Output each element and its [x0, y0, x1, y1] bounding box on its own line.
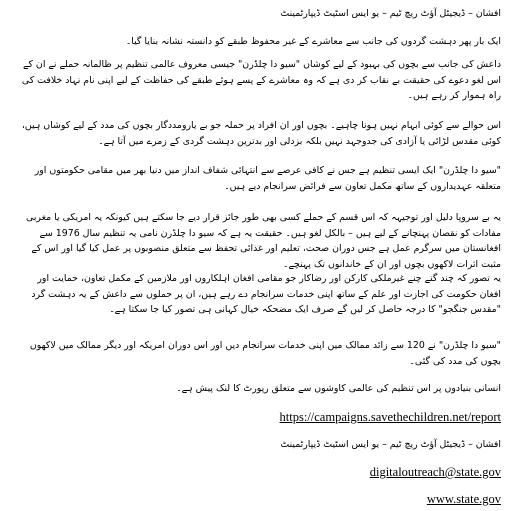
header-signature: افشان – ڈیجیٹل آؤٹ ریچ ٹیم – یو ایس اسٹیٹ ڈیپارٹمینٹ	[280, 8, 501, 19]
report-link[interactable]: https://campaigns.savethechildren.net/report	[279, 410, 501, 424]
email-link[interactable]: digitaloutreach@state.gov	[369, 465, 501, 479]
paragraph-2: داعش کی جانب سے بچوں کی بہبود کے لیے کوشاں "سیو دا چلڈرن" جیسی معروف عالمی تنظیم پر ظالمانہ حملے نے ان کے اس لغو دعوے کی حقیقت بے نقاب کر دی ہے کہ وہ معاشرے کے پسے ہوئے طبقے کی حفاظت کے لیے اپنی نام نہاد خلافت کی راہ ہموار کر رہے ہیں۔	[21, 59, 501, 101]
paragraph-8: انسانی بنیادوں پر اس تنظیم کی عالمی کاوشوں سے متعلق رپورٹ کا لنک پیش ہے۔	[176, 383, 501, 394]
paragraph-7: "سیو دا چلڈرن" نے 120 سے زائد ممالک میں اپنی خدمات سرانجام دیں اور اس دوران امریکہ اور دیگر ممالک میں لاکھوں بچوں کی مدد کی گئی۔	[29, 340, 501, 367]
site-link[interactable]: www.state.gov	[426, 492, 501, 506]
footer-signature: افشان – ڈیجیٹل آؤٹ ریچ ٹیم – یو ایس اسٹیٹ ڈیپارٹمینٹ	[280, 439, 501, 450]
report-link-line	[280, 410, 501, 425]
paragraph-6: یہ تصور کہ چند گنے چنے غیرملکی کارکن اور رضاکار جو مقامی افغان اہلکاروں اور ملازمین کے مکمل تعاون، حمایت اور افغان حکومت کی اجازت اور علم کے ساتھ اپنی خدمات سرانجام دے رہے ہیں، ان پر حملوں سے داعش کے یہ دہشت گرد "مقدس جنگجو" کا درجہ حاصل کر لیں گے صرف ایک مضحکہ خیال کہانی ہی تصور کیا جا سکتا ہے۔	[31, 273, 501, 315]
paragraph-3: اس حوالے سے کوئی ابہام نہیں ہونا چاہیے۔ بچوں اور ان افراد پر حملہ جو بے یارومددگار بچوں کی مدد کے لیے کوشاں ہیں، کوئی مقدس لڑائی یا آزادی کی جدوجہد نہیں بلکہ بزدلی اور بدترین دہشت گردی کے زمرے میں آتا ہے۔	[21, 120, 501, 147]
paragraph-5: یہ بے سروپا دلیل اور توجیہہ کہ اس قسم کے حملے کسی بھی طور جائز قرار دیے جا سکتے ہیں کیونکہ یہ امریکی یا مغربی مفادات کو نقصان پہنچانے کے لیے ہیں – بالکل لغو ہیں۔ حقیقت یہ ہے کہ سیو دا چلڈرن نامی یہ تنظیم سال 1976 سے افغانستان میں سرگرم عمل ہے جس دوران صحت، تعلیم اور غذائی تحفظ سے متعلق منصوبوں پر عمل کیا گیا اور اس کے مثبت اثرات لاکھوں بچوں اور ان کے خاندانوں تک پہنچے۔	[26, 212, 501, 270]
paragraph-4: "سیو دا چلڈرن" ایک ایسی تنظیم ہے جس نے کافی عرصے سے انتہائی شفاف انداز میں دنیا بھر میں مقامی حکومتوں اور متعلقہ عہدیداروں کے ساتھ مکمل تعاون سے فرائض سرانجام دیے ہیں۔	[34, 165, 501, 192]
paragraph-1: ایک بار پھر دہشت گردوں کی جانب سے معاشرے کے غیر محفوظ طبقے کو دانستہ نشانہ بنایا گیا۔	[125, 36, 501, 47]
email-link-line	[370, 465, 501, 480]
site-link-line	[427, 492, 501, 507]
